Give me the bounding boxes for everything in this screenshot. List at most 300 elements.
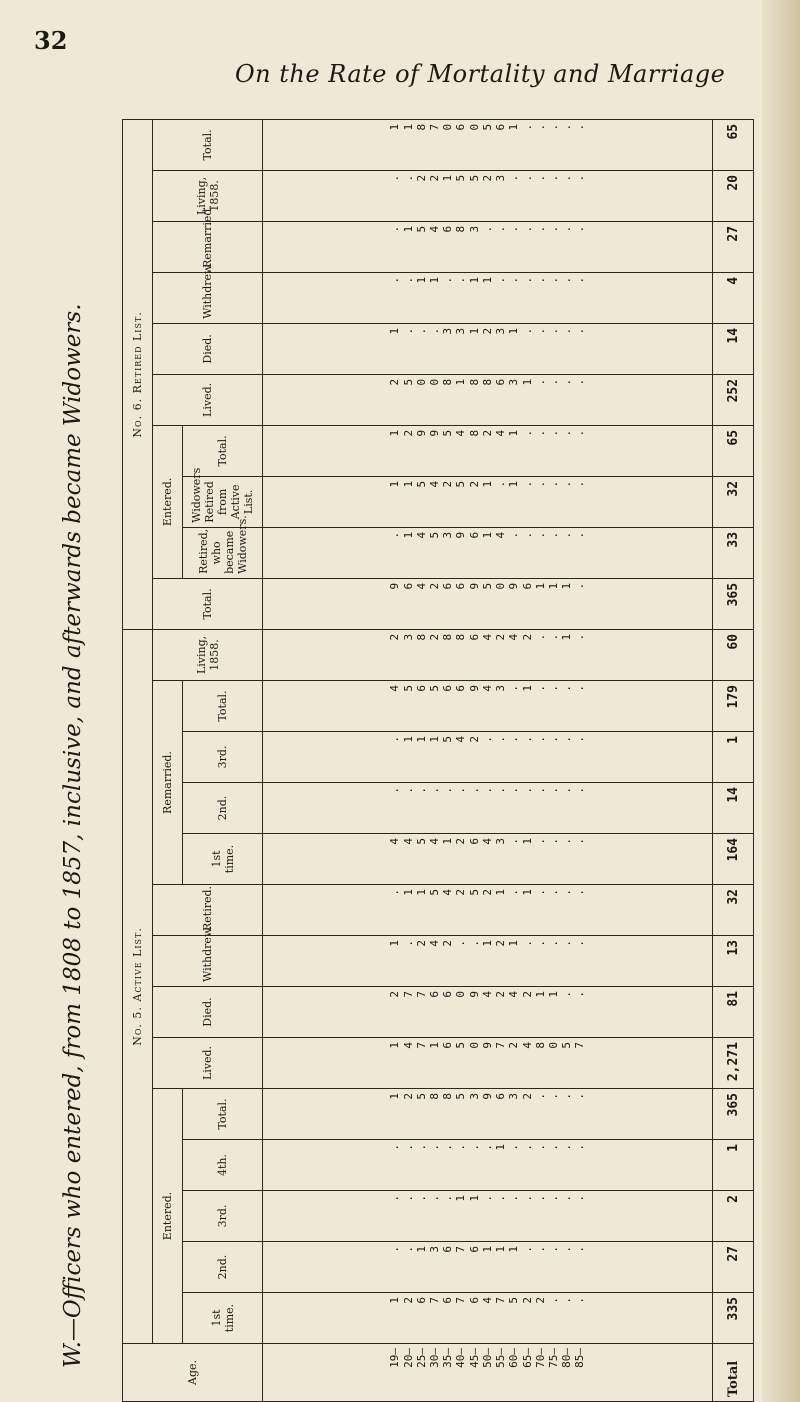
cell-value: 6 — [441, 1042, 455, 1049]
cell-value: 3 — [467, 225, 481, 233]
cell-value: . — [507, 276, 521, 284]
column-values — [263, 1089, 713, 1140]
cell-value: 4 — [454, 736, 468, 743]
cell-value: . — [388, 889, 402, 896]
cell-value: 6 — [454, 685, 468, 692]
age-value: 70— — [533, 1348, 547, 1368]
cell-value: 7 — [454, 1246, 468, 1253]
col-retired-died: Died. — [153, 323, 263, 374]
col-active-lived: Lived. — [153, 1038, 263, 1089]
cell-value: 8 — [533, 1042, 547, 1049]
cell-value: . — [520, 174, 534, 182]
total-cell: 13 — [713, 936, 754, 987]
cell-value: 6 — [441, 1246, 455, 1253]
cell-value: . — [560, 378, 574, 386]
column-values — [263, 732, 713, 783]
cell-value: . — [401, 940, 415, 947]
cell-value: 2 — [520, 991, 534, 998]
cell-value: . — [533, 1144, 547, 1151]
cell-value: 1 — [546, 991, 560, 998]
total-cell: 252 — [713, 374, 754, 425]
remarried-header: Remarried. — [153, 681, 183, 885]
cell-value: 7 — [494, 1297, 508, 1304]
cell-value: 2 — [428, 633, 442, 641]
cell-value: 1 — [388, 1093, 402, 1100]
cell-value: 1 — [467, 276, 481, 284]
cell-value: . — [546, 838, 560, 845]
cell-value: 6 — [494, 1093, 508, 1100]
cell-value: 2 — [388, 633, 402, 641]
cell-value: . — [533, 174, 547, 182]
total-cell: 20 — [713, 170, 754, 221]
cell-value: . — [546, 1246, 560, 1253]
cell-value: 4 — [414, 582, 428, 590]
total-cell: 32 — [713, 885, 754, 936]
cell-value: 6 — [467, 1297, 481, 1304]
cell-value: 1 — [414, 1246, 428, 1253]
age-value: 30— — [428, 1348, 442, 1368]
age-value: 20— — [401, 1348, 415, 1368]
cell-value: . — [560, 685, 574, 692]
cell-value: 8 — [414, 633, 428, 641]
cell-value: 1 — [388, 123, 402, 131]
cell-value: . — [560, 736, 574, 743]
cell-value: 1 — [480, 940, 494, 947]
cell-value: . — [533, 736, 547, 743]
cell-value: 4 — [388, 838, 402, 845]
column-values — [263, 936, 713, 987]
cell-value: . — [573, 787, 587, 794]
cell-value: . — [546, 480, 560, 488]
column-values — [263, 987, 713, 1038]
cell-value: 1 — [507, 327, 521, 335]
col-retired-lived: Lived. — [153, 374, 263, 425]
cell-value: . — [441, 1144, 455, 1151]
total-cell: 179 — [713, 681, 754, 732]
cell-value: 9 — [507, 582, 521, 590]
cell-value: . — [533, 1195, 547, 1202]
cell-value: 1 — [414, 736, 428, 743]
cell-value: 1 — [494, 889, 508, 896]
cell-value: 1 — [533, 582, 547, 590]
cell-value: 4 — [494, 531, 508, 539]
cell-value: 6 — [441, 991, 455, 998]
cell-value: 1 — [480, 1246, 494, 1253]
age-value: 50— — [480, 1348, 494, 1368]
cell-value: 8 — [441, 633, 455, 641]
col-retired-withdrew: Withdrew. — [153, 272, 263, 323]
cell-value: . — [414, 787, 428, 794]
cell-value: . — [573, 633, 587, 641]
cell-value: 0 — [454, 991, 468, 998]
cell-value: . — [560, 276, 574, 284]
cell-value: 4 — [428, 838, 442, 845]
cell-value: 5 — [480, 123, 494, 131]
cell-value: . — [401, 1246, 415, 1253]
cell-value: 4 — [494, 429, 508, 437]
cell-value: . — [507, 225, 521, 233]
cell-value: 6 — [414, 685, 428, 692]
cell-value: 8 — [428, 1093, 442, 1100]
cell-value: 1 — [401, 123, 415, 131]
cell-value: . — [467, 787, 481, 794]
cell-value: 1 — [428, 276, 442, 284]
cell-value: . — [546, 123, 560, 131]
cell-value: . — [560, 531, 574, 539]
cell-value: . — [546, 633, 560, 641]
cell-value: . — [520, 1246, 534, 1253]
cell-value: 3 — [441, 327, 455, 335]
cell-value: . — [573, 327, 587, 335]
cell-value: . — [401, 174, 415, 182]
cell-value: 6 — [494, 378, 508, 386]
cell-value: . — [573, 480, 587, 488]
col-active-fourth: 4th. — [183, 1140, 263, 1191]
cell-value: 4 — [428, 940, 442, 947]
cell-value: 4 — [480, 633, 494, 641]
cell-value: 4 — [507, 633, 521, 641]
cell-value: 1 — [480, 480, 494, 488]
age-header: Age. — [123, 1344, 263, 1402]
cell-value: 5 — [507, 1297, 521, 1304]
cell-value: 9 — [480, 1093, 494, 1100]
cell-value: 5 — [414, 225, 428, 233]
cell-value: 6 — [454, 123, 468, 131]
cell-value: 2 — [480, 429, 494, 437]
cell-value: . — [533, 429, 547, 437]
cell-value: . — [573, 582, 587, 590]
cell-value: . — [560, 838, 574, 845]
column-values — [263, 1191, 713, 1242]
cell-value: . — [533, 633, 547, 641]
cell-value: 2 — [520, 1297, 534, 1304]
cell-value: 9 — [467, 991, 481, 998]
cell-value: 1 — [441, 174, 455, 182]
cell-value: 5 — [454, 480, 468, 488]
cell-value: 0 — [546, 1042, 560, 1049]
cell-value: 1 — [401, 225, 415, 233]
age-value: 55— — [494, 1348, 508, 1368]
cell-value: . — [533, 225, 547, 233]
age-value: 25— — [414, 1348, 428, 1368]
cell-value: 1 — [401, 736, 415, 743]
cell-value: 2 — [454, 889, 468, 896]
cell-value: . — [507, 889, 521, 896]
cell-value: 1 — [520, 378, 534, 386]
cell-value: . — [546, 1297, 560, 1304]
cell-value: 7 — [414, 1042, 428, 1049]
cell-value: . — [428, 787, 442, 794]
rotated-table — [122, 120, 754, 1402]
cell-value: 1 — [401, 480, 415, 488]
cell-value: . — [546, 174, 560, 182]
cell-value: . — [441, 787, 455, 794]
cell-value: 6 — [401, 582, 415, 590]
cell-value: 1 — [428, 1042, 442, 1049]
cell-value: 2 — [467, 480, 481, 488]
cell-value: . — [533, 1246, 547, 1253]
cell-value: 5 — [428, 889, 442, 896]
cell-value: 3 — [507, 1093, 521, 1100]
cell-value: . — [441, 276, 455, 284]
cell-value: . — [520, 123, 534, 131]
cell-value: . — [520, 787, 534, 794]
cell-value: . — [533, 378, 547, 386]
cell-value: 4 — [507, 991, 521, 998]
cell-value: 2 — [520, 633, 534, 641]
cell-value: 6 — [467, 838, 481, 845]
cell-value: . — [520, 225, 534, 233]
column-values — [263, 323, 713, 374]
cell-value: 0 — [467, 1042, 481, 1049]
cell-value: 1 — [507, 429, 521, 437]
cell-value: . — [546, 429, 560, 437]
cell-value: . — [401, 1195, 415, 1202]
cell-value: . — [480, 225, 494, 233]
cell-value: 4 — [414, 531, 428, 539]
col-remarried-third: 3rd. — [183, 732, 263, 783]
total-label: Total — [713, 1344, 754, 1402]
col-retired-remarried: Remarried. — [153, 221, 263, 272]
column-values — [263, 170, 713, 221]
cell-value: 9 — [428, 429, 442, 437]
cell-value: 6 — [414, 1297, 428, 1304]
cell-value: 5 — [414, 838, 428, 845]
cell-value: . — [533, 940, 547, 947]
cell-value: . — [573, 991, 587, 998]
cell-value: 0 — [467, 123, 481, 131]
cell-value: . — [560, 1246, 574, 1253]
column-values — [263, 629, 713, 680]
cell-value: 8 — [414, 123, 428, 131]
cell-value: 6 — [441, 685, 455, 692]
cell-value: . — [573, 225, 587, 233]
cell-value: 1 — [480, 276, 494, 284]
cell-value: 6 — [454, 582, 468, 590]
cell-value: . — [441, 1195, 455, 1202]
cell-value: . — [560, 1195, 574, 1202]
cell-value: . — [573, 1297, 587, 1304]
running-head: On the Rate of Mortality and Marriage — [235, 60, 726, 88]
total-cell: 164 — [713, 834, 754, 885]
cell-value: . — [494, 276, 508, 284]
column-values — [263, 681, 713, 732]
col-remarried-total: Total. — [183, 681, 263, 732]
cell-value: 7 — [573, 1042, 587, 1049]
total-cell: 81 — [713, 987, 754, 1038]
cell-value: 5 — [454, 174, 468, 182]
col-active-living: Living, 1858. — [153, 629, 263, 680]
cell-value: . — [573, 531, 587, 539]
column-values — [263, 425, 713, 476]
cell-value: . — [573, 174, 587, 182]
cell-value: 2 — [480, 889, 494, 896]
cell-value: 5 — [454, 1042, 468, 1049]
cell-value: . — [546, 1144, 560, 1151]
cell-value: 8 — [441, 1093, 455, 1100]
age-column — [263, 1344, 713, 1402]
total-cell: 65 — [713, 119, 754, 170]
cell-value: 2 — [441, 480, 455, 488]
cell-value: 7 — [414, 991, 428, 998]
cell-value: . — [573, 1144, 587, 1151]
cell-value: . — [414, 1144, 428, 1151]
cell-value: . — [428, 1144, 442, 1151]
column-values — [263, 476, 713, 527]
cell-value: . — [507, 838, 521, 845]
cell-value: 0 — [428, 378, 442, 386]
age-value: 65— — [520, 1348, 534, 1368]
cell-value: 2 — [507, 1042, 521, 1049]
age-value: 45— — [467, 1348, 481, 1368]
cell-value: . — [546, 787, 560, 794]
cell-value: 5 — [414, 1093, 428, 1100]
cell-value: . — [560, 123, 574, 131]
cell-value: . — [573, 1093, 587, 1100]
cell-value: 0 — [441, 123, 455, 131]
cell-value: . — [573, 429, 587, 437]
cell-value: . — [546, 531, 560, 539]
cell-value: . — [546, 378, 560, 386]
cell-value: 0 — [494, 582, 508, 590]
cell-value: . — [480, 1195, 494, 1202]
cell-value: 5 — [467, 174, 481, 182]
cell-value: 2 — [401, 1297, 415, 1304]
cell-value: . — [560, 991, 574, 998]
cell-value: 2 — [414, 940, 428, 947]
cell-value: . — [573, 736, 587, 743]
cell-value: . — [388, 736, 402, 743]
cell-value: 1 — [388, 940, 402, 947]
cell-value: . — [533, 1093, 547, 1100]
cell-value: 1 — [454, 1195, 468, 1202]
cell-value: . — [494, 225, 508, 233]
col-active-died: Died. — [153, 987, 263, 1038]
cell-value: 6 — [428, 991, 442, 998]
cell-value: . — [507, 531, 521, 539]
cell-value: . — [428, 327, 442, 335]
cell-value: 4 — [401, 1042, 415, 1049]
cell-value: . — [573, 123, 587, 131]
cell-value: . — [520, 531, 534, 539]
cell-value: 3 — [494, 174, 508, 182]
cell-value: . — [454, 940, 468, 947]
cell-value: . — [388, 1246, 402, 1253]
total-cell: 365 — [713, 1089, 754, 1140]
cell-value: 1 — [520, 838, 534, 845]
cell-value: . — [520, 276, 534, 284]
cell-value: 9 — [454, 531, 468, 539]
cell-value: . — [546, 736, 560, 743]
cell-value: 1 — [388, 429, 402, 437]
cell-value: 5 — [441, 429, 455, 437]
table-title: W.—Officers who entered, from 1808 to 1857, inclusive, and afterwards became Widowers. — [60, 303, 86, 1368]
cell-value: . — [560, 1093, 574, 1100]
cell-value: . — [401, 787, 415, 794]
cell-value: . — [494, 480, 508, 488]
cell-value: . — [480, 787, 494, 794]
cell-value: 2 — [494, 940, 508, 947]
cell-value: . — [388, 1195, 402, 1202]
cell-value: 2 — [428, 174, 442, 182]
total-cell: 2 — [713, 1191, 754, 1242]
cell-value: 1 — [388, 480, 402, 488]
cell-value: 3 — [494, 327, 508, 335]
cell-value: . — [480, 736, 494, 743]
age-value: 19— — [388, 1348, 402, 1368]
cell-value: 4 — [401, 838, 415, 845]
cell-value: 8 — [454, 633, 468, 641]
age-value: 80— — [560, 1348, 574, 1368]
cell-value: 1 — [441, 838, 455, 845]
col-active-second: 2nd. — [183, 1242, 263, 1293]
cell-value: 2 — [401, 1093, 415, 1100]
cell-value: . — [454, 787, 468, 794]
cell-value: 5 — [428, 685, 442, 692]
total-cell: 65 — [713, 425, 754, 476]
cell-value: 1 — [480, 531, 494, 539]
column-values — [263, 1242, 713, 1293]
cell-value: . — [546, 685, 560, 692]
column-values — [263, 374, 713, 425]
active-entered-header: Entered. — [153, 1089, 183, 1344]
cell-value: . — [546, 940, 560, 947]
cell-value: 1 — [507, 940, 521, 947]
cell-value: . — [533, 838, 547, 845]
age-value: 40— — [454, 1348, 468, 1368]
cell-value: . — [414, 327, 428, 335]
column-values — [263, 119, 713, 170]
cell-value: . — [573, 276, 587, 284]
cell-value: . — [573, 838, 587, 845]
cell-value: . — [494, 736, 508, 743]
cell-value: 3 — [454, 327, 468, 335]
cell-value: . — [546, 1195, 560, 1202]
cell-value: 3 — [428, 1246, 442, 1253]
col-remarried-first: 1st time. — [183, 834, 263, 885]
cell-value: 9 — [467, 685, 481, 692]
cell-value: . — [507, 174, 521, 182]
cell-value: 6 — [494, 123, 508, 131]
retired-list-header: No. 6. Retired List. — [123, 119, 153, 629]
cell-value: . — [467, 940, 481, 947]
total-cell: 27 — [713, 221, 754, 272]
column-values — [263, 527, 713, 578]
cell-value: . — [388, 531, 402, 539]
cell-value: 4 — [454, 429, 468, 437]
age-value: 85— — [573, 1348, 587, 1368]
cell-value: . — [414, 1195, 428, 1202]
cell-value: . — [533, 685, 547, 692]
total-cell: 1 — [713, 1140, 754, 1191]
cell-value: 1 — [401, 889, 415, 896]
cell-value: . — [401, 1144, 415, 1151]
cell-value: 5 — [428, 531, 442, 539]
cell-value: 4 — [480, 1297, 494, 1304]
cell-value: 8 — [480, 378, 494, 386]
cell-value: . — [573, 940, 587, 947]
cell-value: . — [546, 1093, 560, 1100]
cell-value: 2 — [467, 736, 481, 743]
col-remarried-second: 2nd. — [183, 783, 263, 834]
cell-value: 1 — [467, 327, 481, 335]
cell-value: 1 — [388, 1297, 402, 1304]
cell-value: 9 — [480, 1042, 494, 1049]
cell-value: 4 — [480, 685, 494, 692]
col-active-withdrew: Withdrew. — [153, 936, 263, 987]
cell-value: . — [388, 174, 402, 182]
total-cell: 4 — [713, 272, 754, 323]
